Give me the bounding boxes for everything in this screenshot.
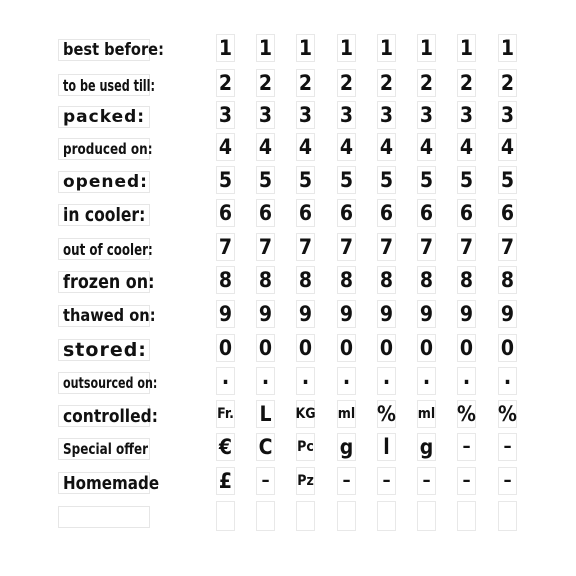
character-tile: 4: [337, 133, 356, 161]
character-tile: 4: [498, 133, 517, 161]
character-tile: KG: [296, 400, 315, 428]
character-tile: €: [216, 433, 235, 461]
character-tile: –: [256, 467, 275, 495]
character-tile: 6: [256, 199, 275, 227]
character-tile: [296, 501, 315, 531]
character-tile: 7: [296, 233, 315, 261]
character-tile: –: [457, 433, 476, 461]
character-tile: –: [337, 467, 356, 495]
character-tile: 0: [457, 334, 476, 362]
character-tile: 6: [377, 199, 396, 227]
character-tile: 6: [296, 199, 315, 227]
character-tile: 2: [216, 69, 235, 97]
character-tile: 4: [457, 133, 476, 161]
character-tile: 8: [296, 266, 315, 294]
label-0: [58, 39, 164, 61]
character-tile: 1: [457, 34, 476, 62]
character-tile: .: [498, 367, 517, 395]
character-tile: 4: [216, 133, 235, 161]
character-tile: [417, 501, 436, 531]
label-text: outsourced on:: [63, 374, 158, 392]
label-text: opened:: [63, 172, 148, 192]
label-1: [58, 74, 155, 96]
label-10: [58, 372, 158, 394]
character-tile: 8: [417, 266, 436, 294]
character-tile: [377, 501, 396, 531]
label-4: [58, 171, 150, 193]
character-tile: 0: [256, 334, 275, 362]
character-tile: .: [256, 367, 275, 395]
label-7: [58, 271, 155, 293]
character-tile: .: [377, 367, 396, 395]
character-tile: 9: [417, 300, 436, 328]
character-tile: 4: [256, 133, 275, 161]
character-tile: 5: [457, 166, 476, 194]
character-tile: 5: [296, 166, 315, 194]
character-tile: 2: [256, 69, 275, 97]
character-tile: g: [417, 433, 436, 461]
character-tile: 8: [337, 266, 356, 294]
character-tile: 1: [417, 34, 436, 62]
character-tile: –: [457, 467, 476, 495]
character-tile: 6: [417, 199, 436, 227]
character-tile: %: [498, 400, 517, 428]
character-tile: 9: [256, 300, 275, 328]
character-tile: .: [457, 367, 476, 395]
character-tile: 8: [498, 266, 517, 294]
character-tile: 3: [457, 101, 476, 129]
label-text: thawed on:: [63, 306, 156, 326]
character-tile: 1: [498, 34, 517, 62]
character-tile: 0: [337, 334, 356, 362]
label-text: packed:: [63, 107, 146, 127]
character-tile: 9: [296, 300, 315, 328]
character-tile: 7: [377, 233, 396, 261]
label-text: out of cooler:: [63, 239, 153, 259]
label-6: [58, 238, 153, 260]
label-3: [58, 138, 153, 160]
character-tile: 3: [337, 101, 356, 129]
character-tile: 5: [256, 166, 275, 194]
character-tile: 3: [256, 101, 275, 129]
character-tile: 8: [377, 266, 396, 294]
character-tile: %: [457, 400, 476, 428]
character-tile: Pz: [296, 467, 315, 495]
label-text: Special offer: [63, 440, 149, 458]
character-tile: 4: [417, 133, 436, 161]
label-text: Homemade: [63, 472, 160, 494]
character-tile: ml: [417, 400, 436, 428]
character-tile: 0: [498, 334, 517, 362]
character-tile: 0: [417, 334, 436, 362]
character-tile: 1: [377, 34, 396, 62]
character-tile: 6: [216, 199, 235, 227]
character-tile: 5: [337, 166, 356, 194]
character-tile: 3: [498, 101, 517, 129]
character-tile: 5: [498, 166, 517, 194]
character-tile: [337, 501, 356, 531]
character-tile: 5: [417, 166, 436, 194]
character-tile: 4: [296, 133, 315, 161]
character-tile: 9: [337, 300, 356, 328]
character-tile: 9: [457, 300, 476, 328]
character-tile: 1: [256, 34, 275, 62]
character-tile: 9: [498, 300, 517, 328]
character-tile: 2: [296, 69, 315, 97]
label-text: stored:: [63, 339, 147, 361]
label-text: controlled:: [63, 405, 158, 427]
character-tile: C: [256, 433, 275, 461]
character-tile: 4: [377, 133, 396, 161]
character-tile: 7: [498, 233, 517, 261]
character-tile: 6: [457, 199, 476, 227]
label-14: [58, 506, 150, 528]
character-tile: 8: [256, 266, 275, 294]
character-tile: –: [417, 467, 436, 495]
character-tile: [256, 501, 275, 531]
character-tile: 6: [498, 199, 517, 227]
character-tile: Pc: [296, 433, 315, 461]
character-tile: 5: [216, 166, 235, 194]
character-tile: 2: [417, 69, 436, 97]
character-tile: 9: [377, 300, 396, 328]
character-tile: g: [337, 433, 356, 461]
character-tile: 2: [337, 69, 356, 97]
character-tile: 7: [256, 233, 275, 261]
label-text: best before:: [63, 40, 164, 60]
character-tile: 2: [457, 69, 476, 97]
character-tile: L: [256, 400, 275, 428]
character-tile: 7: [216, 233, 235, 261]
character-tile: l: [377, 433, 396, 461]
character-tile: 3: [296, 101, 315, 129]
character-tile: Fr.: [216, 400, 235, 428]
label-text: in cooler:: [63, 204, 146, 226]
character-tile: £: [216, 467, 235, 495]
character-tile: ml: [337, 400, 356, 428]
character-tile: .: [337, 367, 356, 395]
character-tile: 0: [296, 334, 315, 362]
label-8: [58, 305, 156, 327]
character-tile: 8: [216, 266, 235, 294]
character-tile: 2: [377, 69, 396, 97]
character-tile: 0: [216, 334, 235, 362]
character-tile: .: [296, 367, 315, 395]
label-12: [58, 438, 150, 460]
character-tile: –: [498, 433, 517, 461]
character-tile: 3: [377, 101, 396, 129]
label-9: [58, 339, 150, 361]
character-tile: 7: [417, 233, 436, 261]
character-tile: 5: [377, 166, 396, 194]
label-5: [58, 204, 150, 226]
label-text: to be used till:: [63, 75, 155, 95]
character-tile: 9: [216, 300, 235, 328]
character-tile: 0: [377, 334, 396, 362]
character-tile: [498, 501, 517, 531]
character-tile: 6: [337, 199, 356, 227]
character-tile: 3: [216, 101, 235, 129]
character-tile: %: [377, 400, 396, 428]
character-tile: [216, 501, 235, 531]
character-tile: 1: [216, 34, 235, 62]
character-tile: 1: [296, 34, 315, 62]
label-11: [58, 405, 158, 427]
character-tile: .: [417, 367, 436, 395]
character-tile: 1: [337, 34, 356, 62]
label-text: frozen on:: [63, 271, 155, 293]
label-2: [58, 106, 150, 128]
character-tile: 8: [457, 266, 476, 294]
character-tile: –: [377, 467, 396, 495]
character-tile: –: [498, 467, 517, 495]
label-text: produced on:: [63, 140, 153, 158]
character-tile: [457, 501, 476, 531]
character-tile: 7: [337, 233, 356, 261]
label-13: [58, 472, 160, 494]
character-tile: 3: [417, 101, 436, 129]
character-tile: 2: [498, 69, 517, 97]
character-tile: .: [216, 367, 235, 395]
character-tile: 7: [457, 233, 476, 261]
